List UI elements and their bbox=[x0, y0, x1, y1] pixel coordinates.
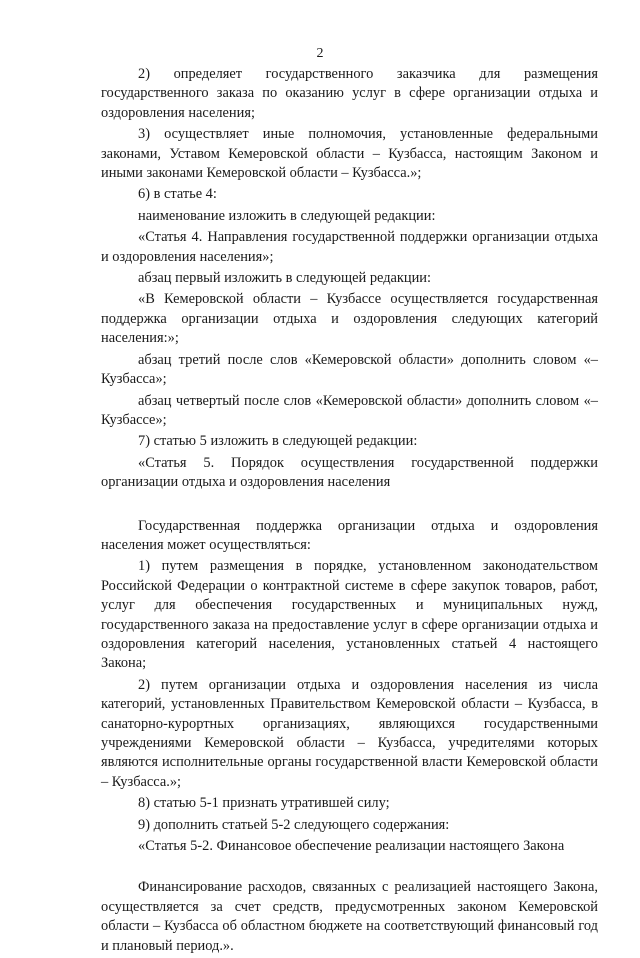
paragraph-point-6: 6) в статье 4: bbox=[138, 186, 217, 203]
paragraph-article-5-2-text: Финансирование расходов, связанных с реализацией настоящего Закона, осуществляется за счет средств, предусмотренных законом Кемеровской области – Кузбасса об областном бюджете на соответствующий финансовый год и плановый период.». bbox=[101, 879, 598, 954]
paragraph-article-5-title: «Статья 5. Порядок осуществления государственной поддержки организации отдыха и оздоровления населения bbox=[101, 454, 598, 491]
paragraph-point-9: 9) дополнить статьей 5-2 следующего содержания: bbox=[138, 816, 450, 833]
paragraph-point-7: 7) статью 5 изложить в следующей редакции: bbox=[138, 433, 418, 450]
paragraph-point-8: 8) статью 5-1 признать утратившей силу; bbox=[138, 795, 390, 812]
paragraph-item-3: 3) осуществляет иные полномочия, установленные федеральными законами, Уставом Кемеровской области – Кузбасса, настоящим Законом и иными законами Кемеровской области – Кузбасса.»; bbox=[101, 126, 598, 182]
paragraph-item-2: 2) определяет государственного заказчика для размещения государственного заказа по оказанию услуг в сфере организации отдыха и оздоровления населения; bbox=[101, 66, 598, 121]
page-number: 2 bbox=[316, 46, 324, 61]
paragraph-third-abzac: абзац третий после слов «Кемеровской области» дополнить словом «– Кузбасса»; bbox=[101, 351, 598, 388]
paragraph-article-5-2-title: «Статья 5-2. Финансовое обеспечение реализации настоящего Закона bbox=[138, 838, 565, 855]
paragraph-article-5-item-1: 1) путем размещения в порядке, установленном законодательством Российской Федерации о контрактной системе в сфере закупок товаров, работ, услуг для обеспечения государственных и муниципальных нужд, государственного заказа на предоставление услуг в сфере организации отдыха и оздоровления категорий населения, установленных статьей 4 настоящего Закона; bbox=[101, 558, 598, 672]
paragraph-first-abzac-text: «В Кемеровской области – Кузбассе осуществляется государственная поддержка организации отдыха и оздоровления следующих категорий населения:»; bbox=[101, 291, 598, 347]
paragraph-fourth-abzac: абзац четвертый после слов «Кемеровской области» дополнить словом «– Кузбассе»; bbox=[101, 392, 598, 428]
paragraph-article-4-title: «Статья 4. Направления государственной поддержки организации отдыха и оздоровления населения»; bbox=[101, 229, 598, 265]
document-body bbox=[101, 65, 598, 958]
paragraph-rename-instruction: наименование изложить в следующей редакции: bbox=[138, 207, 436, 224]
paragraph-article-5-intro: Государственная поддержка организации отдыха и оздоровления населения может осуществляться: bbox=[101, 517, 598, 553]
paragraph-article-5-item-2: 2) путем организации отдыха и оздоровления населения из числа категорий, установленных Правительством Кемеровской области – Кузбасса, в санаторно-курортных организациях, являющихся государственными учреждениями Кемеровской области – Кузбасса, учредителями которых являются исполнительные органы государственной власти Кемеровской области – Кузбасса.»; bbox=[101, 676, 598, 790]
paragraph-first-abzac-instruction: абзац первый изложить в следующей редакции: bbox=[138, 270, 432, 287]
